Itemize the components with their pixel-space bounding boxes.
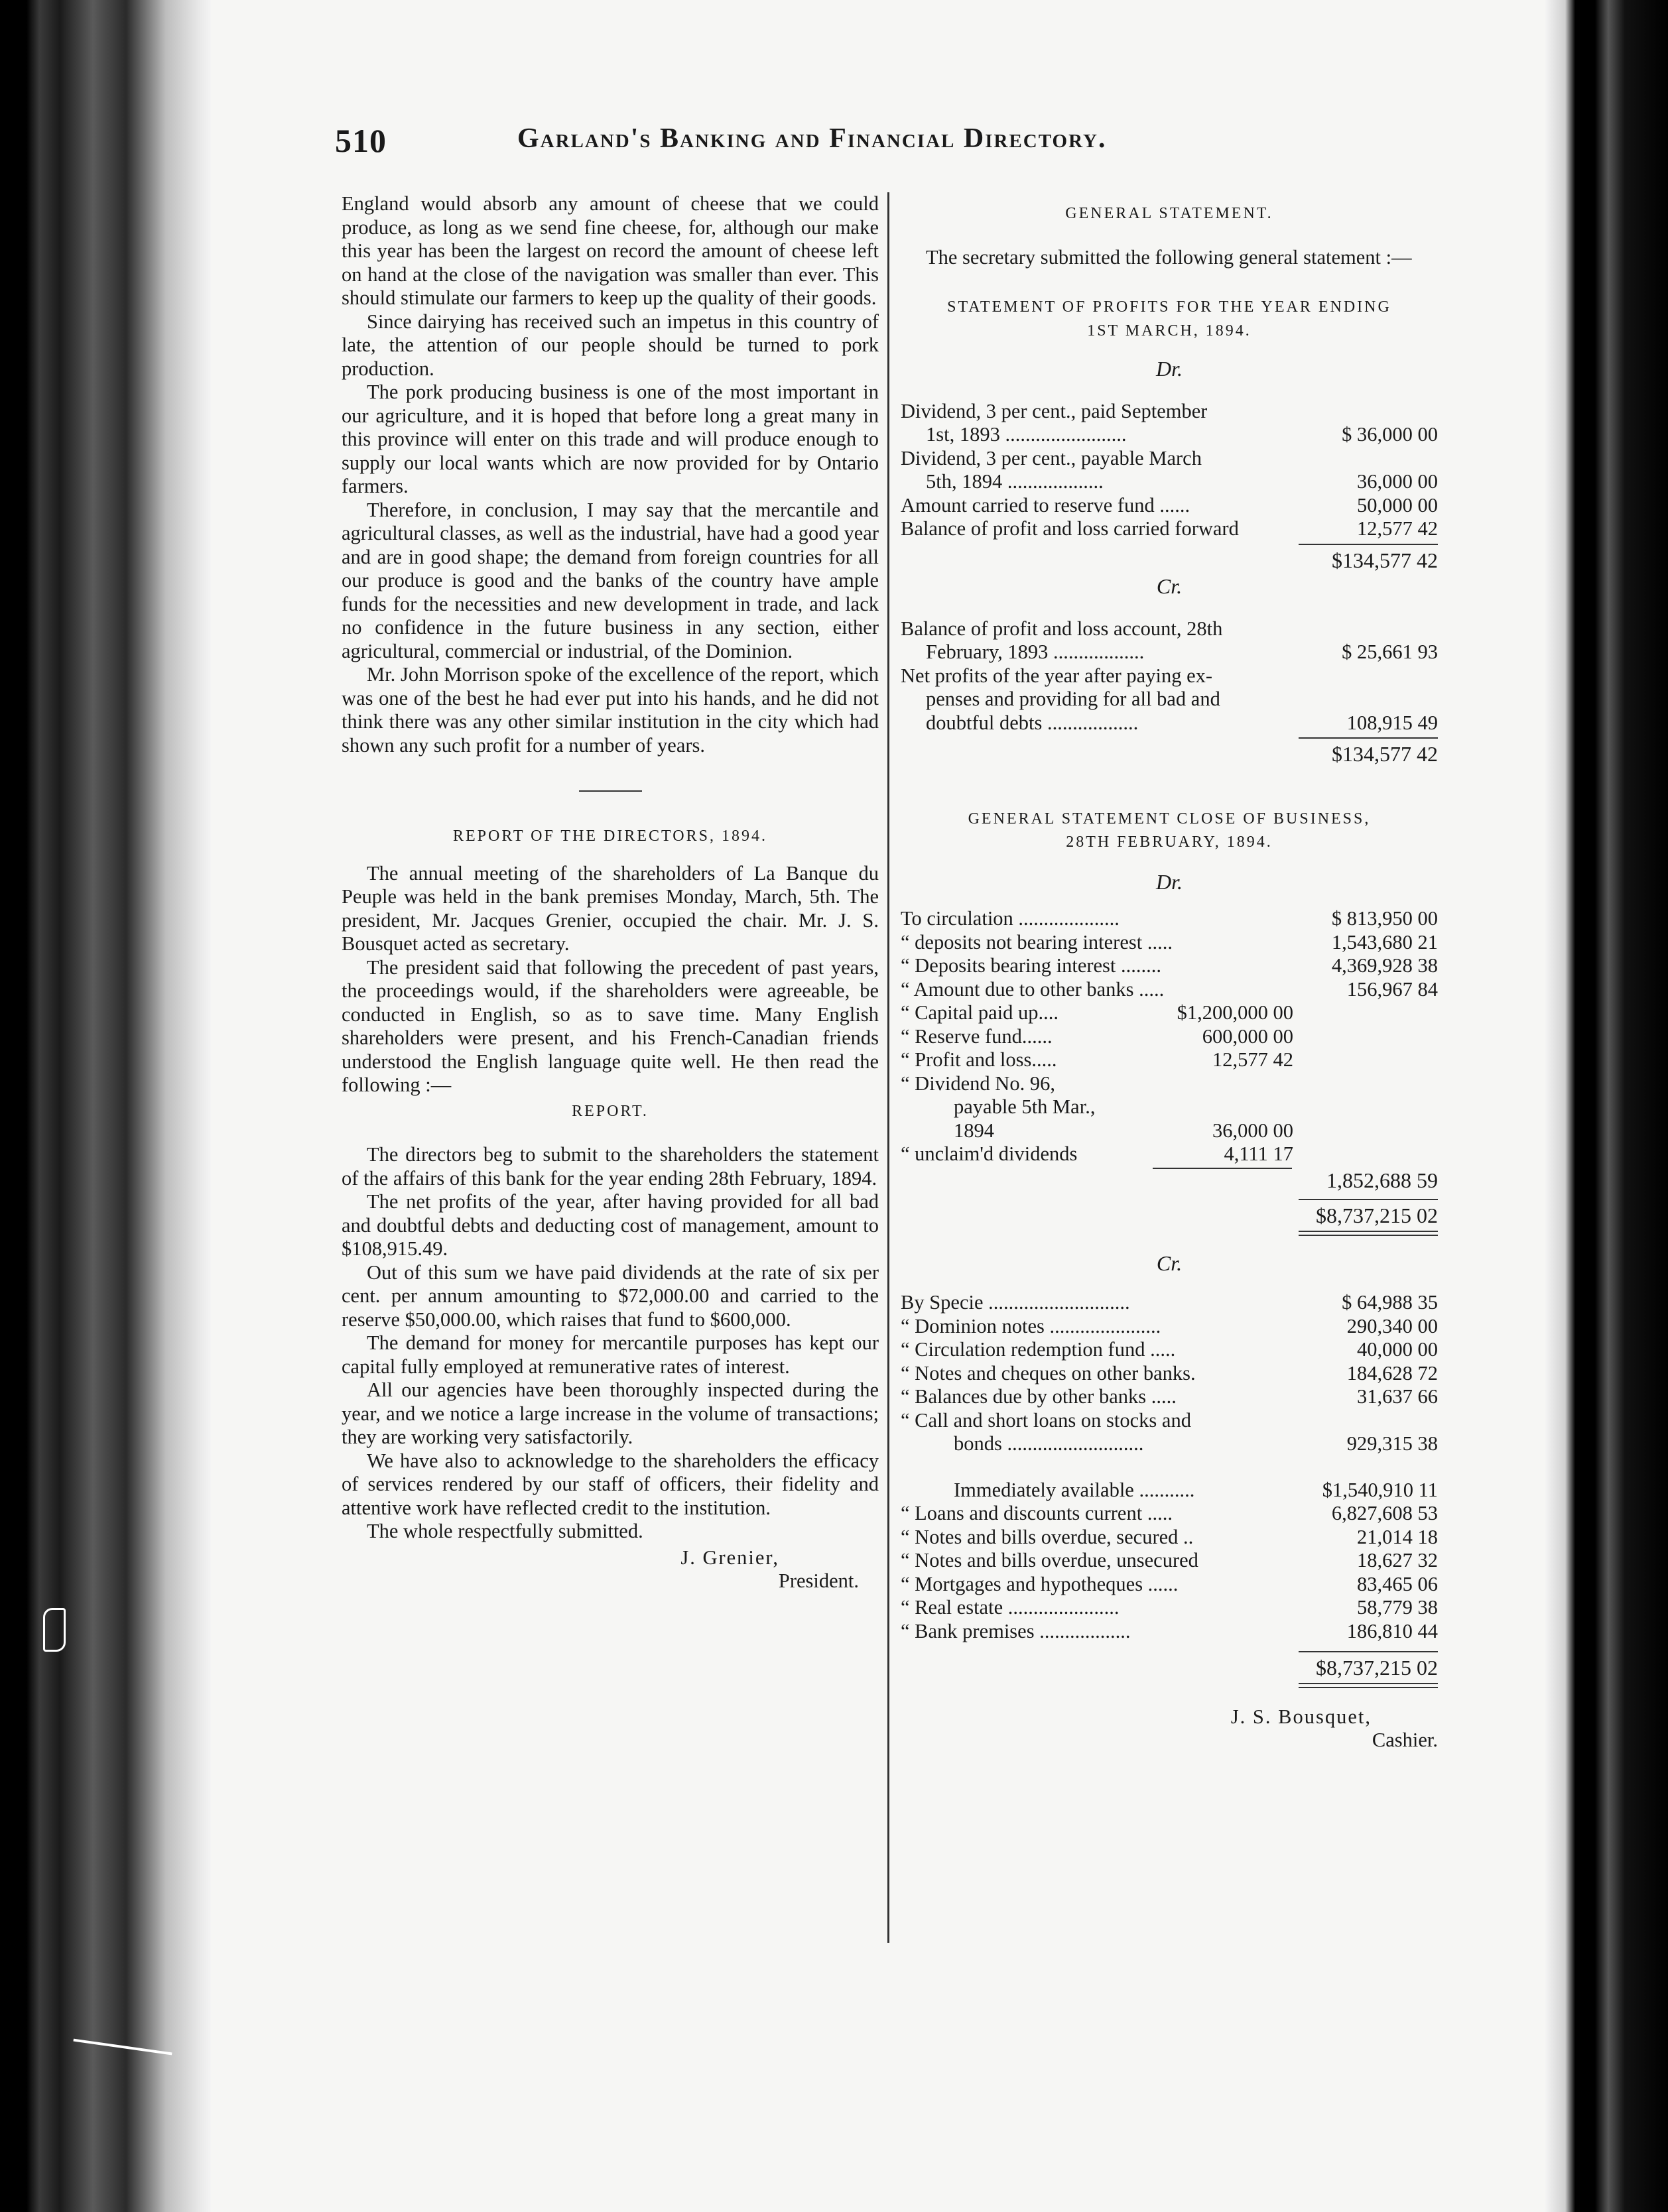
ledger-label: “ Call and short loans on stocks and bbox=[901, 1408, 1191, 1432]
profits-credit-table bbox=[901, 617, 1438, 735]
ledger-label: Amount carried to reserve fund ...... bbox=[901, 493, 1190, 517]
page-header bbox=[335, 121, 1250, 168]
ledger-amount: 6,827,608 53 bbox=[1331, 1502, 1438, 1524]
close-credit-table-2 bbox=[901, 1479, 1438, 1644]
ledger-row bbox=[901, 400, 1438, 424]
paragraph: The pork producing business is one of the most important in our agriculture, and it is hoped that before long a great many in this province will enter on this trade and will produce enough to supply our local wants which are now provided for by Ontario farmers. bbox=[342, 381, 879, 497]
ledger-label: Net profits of the year after paying ex- bbox=[901, 664, 1213, 687]
ledger-label: “ Real estate ...................... bbox=[901, 1596, 1120, 1619]
report-paragraphs bbox=[342, 1143, 879, 1544]
ledger-label: “ Deposits bearing interest ........ bbox=[901, 954, 1162, 977]
profits-debit-table bbox=[901, 400, 1438, 541]
ledger-label: “ Notes and bills overdue, secured .. bbox=[901, 1525, 1194, 1548]
dr-label-2: Dr. bbox=[1155, 869, 1183, 894]
ledger-amount: $1,540,910 11 bbox=[1322, 1478, 1438, 1501]
intro-paragraph: The secretary submitted the following general statement :— bbox=[926, 245, 1412, 269]
ledger-amount: 50,000 00 bbox=[1357, 493, 1438, 517]
ledger-row bbox=[901, 1048, 1438, 1072]
paragraph: The annual meeting of the shareholders of La Banque du Peuple was held in the bank premises Monday, March, 5th. The president, Mr. Jacques Grenier, occupied the chair. Mr. J. S. Bousquet acted as secretary. bbox=[342, 861, 879, 955]
paragraph: Since dairying has received such an impetus in this country of late, the attention of our people should be turned to pork production. bbox=[342, 310, 879, 380]
ledger-amount: 186,810 44 bbox=[1346, 1619, 1438, 1642]
ledger-amount: $ 813,950 00 bbox=[1331, 907, 1438, 930]
ledger-label: “ Amount due to other banks ..... bbox=[901, 977, 1165, 1001]
double-rule bbox=[1299, 1231, 1438, 1236]
left-paragraphs bbox=[342, 192, 879, 757]
profits-heading-1: STATEMENT OF PROFITS FOR THE YEAR ENDING bbox=[947, 298, 1391, 316]
close-heading-2: 28TH FEBRUARY, 1894. bbox=[1066, 833, 1273, 851]
ledger-row bbox=[901, 1432, 1438, 1456]
ledger-label: “ Reserve fund...... bbox=[901, 1024, 1053, 1048]
ledger-row bbox=[901, 1025, 1438, 1049]
ledger-row bbox=[901, 423, 1438, 447]
ledger-amount: 290,340 00 bbox=[1346, 1314, 1438, 1337]
close-dr-total: $8,737,215 02 bbox=[1316, 1203, 1438, 1227]
paragraph: England would absorb any amount of cheese that we could produce, as long as we send fine cheese, for, although our make this year has been the largest on record the amount of cheese left on hand at the close of the navigation was smaller than ever. This should stimulate our farmers to keep up the quality of their goods. bbox=[342, 192, 879, 309]
scan-right-edge bbox=[1545, 0, 1668, 2212]
ledger-amount: 58,779 38 bbox=[1357, 1596, 1438, 1619]
ledger-row bbox=[901, 1549, 1438, 1573]
ledger-row bbox=[901, 711, 1438, 735]
ledger-label: doubtful debts .................. bbox=[926, 711, 1139, 734]
sum-rule bbox=[1299, 737, 1438, 739]
ledger-amount: 156,967 84 bbox=[1346, 977, 1438, 1001]
ledger-row bbox=[901, 1119, 1438, 1143]
ledger-label: “ Dividend No. 96, bbox=[901, 1072, 1055, 1095]
spacer bbox=[901, 1456, 1438, 1479]
ledger-label: “ Mortgages and hypotheques ...... bbox=[901, 1572, 1179, 1595]
ledger-amount: $ 25,661 93 bbox=[1342, 641, 1438, 663]
ledger-row bbox=[901, 1095, 1438, 1119]
ledger-amount: $ 64,988 35 bbox=[1342, 1291, 1438, 1314]
ledger-row bbox=[901, 1502, 1438, 1526]
meeting-paragraphs bbox=[342, 862, 879, 1097]
ledger-row bbox=[901, 1573, 1438, 1597]
ledger-row bbox=[901, 1001, 1438, 1025]
signature-title: President. bbox=[778, 1569, 859, 1592]
ledger-label: “ unclaim'd dividends bbox=[901, 1142, 1078, 1165]
ledger-amount: 184,628 72 bbox=[1346, 1361, 1438, 1384]
ledger-row bbox=[901, 1385, 1438, 1409]
ledger-amount: 31,637 66 bbox=[1357, 1385, 1438, 1408]
cashier-signature bbox=[901, 1705, 1438, 1752]
ledger-row bbox=[901, 931, 1438, 955]
directors-heading: REPORT OF THE DIRECTORS, 1894. bbox=[453, 828, 767, 845]
ledger-row bbox=[901, 1362, 1438, 1386]
running-head: Garland's Banking and Financial Directory. bbox=[517, 123, 1107, 154]
profits-dr-total: $134,577 42 bbox=[1332, 548, 1438, 572]
ledger-label: bonds ........................... bbox=[954, 1432, 1144, 1455]
ledger-subamount: 4,111 17 bbox=[1224, 1142, 1293, 1165]
cr-label: Cr. bbox=[1156, 574, 1183, 598]
ledger-amount: 108,915 49 bbox=[1346, 711, 1438, 734]
double-rule bbox=[1299, 1683, 1438, 1688]
ledger-row bbox=[901, 1338, 1438, 1362]
ledger-label: 5th, 1894 ................... bbox=[926, 470, 1104, 493]
ledger-label: February, 1893 .................. bbox=[926, 641, 1145, 663]
ledger-label: Dividend, 3 per cent., payable March bbox=[901, 446, 1202, 469]
ledger-label: “ Balances due by other banks ..... bbox=[901, 1385, 1177, 1408]
paragraph: We have also to acknowledge to the shareholders the efficacy of services rendered by our staff of officers, their fidelity and attentive work have reflected credit to the institution. bbox=[342, 1449, 879, 1519]
ledger-amount: 1,543,680 21 bbox=[1331, 930, 1438, 953]
ledger-row bbox=[901, 664, 1438, 688]
ledger-label: penses and providing for all bad and bbox=[926, 688, 1220, 710]
ledger-label: By Specie ............................ bbox=[901, 1291, 1130, 1314]
ledger-amount: 12,577 42 bbox=[1357, 517, 1438, 540]
close-credit-table bbox=[901, 1291, 1438, 1456]
ledger-label: “ Profit and loss..... bbox=[901, 1048, 1057, 1071]
ledger-row bbox=[901, 1479, 1438, 1503]
ledger-label: Dividend, 3 per cent., paid September bbox=[901, 399, 1208, 422]
section-rule bbox=[579, 790, 642, 792]
sum-rule bbox=[1299, 1199, 1438, 1200]
close-cr-total: $8,737,215 02 bbox=[1316, 1656, 1438, 1680]
ledger-row bbox=[901, 1291, 1438, 1315]
ledger-label: “ Loans and discounts current ..... bbox=[901, 1502, 1173, 1524]
ledger-amount: 18,627 32 bbox=[1357, 1549, 1438, 1571]
paragraph: The directors beg to submit to the shareholders the statement of the affairs of this bank for the year ending 28th February, 1894. bbox=[342, 1143, 879, 1190]
ledger-amount: $ 36,000 00 bbox=[1342, 423, 1438, 446]
report-heading: REPORT. bbox=[572, 1102, 649, 1120]
ledger-row bbox=[901, 1409, 1438, 1433]
profits-cr-total: $134,577 42 bbox=[1332, 742, 1438, 766]
ledger-label: “ deposits not bearing interest ..... bbox=[901, 930, 1173, 953]
ledger-row bbox=[901, 1315, 1438, 1339]
ledger-label: Balance of profit and loss carried forward bbox=[901, 517, 1239, 540]
paragraph: Therefore, in conclusion, I may say that the mercantile and agricultural classes, as well as the industrial, have had a good year and are in good shape; the demand from foreign countries for all our produce is good and the banks of the country have ample funds for the necessities and new development in trade, and lack no confidence in the future business in any section, either agricultural, commercial or industrial, of the Dominion. bbox=[342, 498, 879, 662]
ledger-subamount: 600,000 00 bbox=[1202, 1024, 1293, 1048]
ledger-label: “ Bank premises .................. bbox=[901, 1619, 1131, 1642]
scan-left-edge bbox=[0, 0, 211, 2212]
ledger-label: “ Dominion notes ...................... bbox=[901, 1314, 1161, 1337]
paragraph: All our agencies have been thoroughly inspected during the year, and we notice a large increase in the volume of transactions; they are working very satisfactorily. bbox=[342, 1379, 879, 1448]
ledger-row bbox=[901, 688, 1438, 711]
cashier-title: Cashier. bbox=[1372, 1729, 1438, 1751]
general-heading: GENERAL STATEMENT. bbox=[1065, 205, 1273, 222]
ledger-row bbox=[901, 470, 1438, 494]
ledger-amount: 40,000 00 bbox=[1357, 1338, 1438, 1361]
president-signature bbox=[342, 1546, 879, 1593]
ledger-row bbox=[901, 641, 1438, 664]
close-debit-table bbox=[901, 907, 1438, 1166]
ledger-label: Balance of profit and loss account, 28th bbox=[901, 617, 1223, 640]
ledger-row bbox=[901, 1072, 1438, 1096]
ledger-amount: 4,369,928 38 bbox=[1331, 954, 1438, 977]
ledger-row bbox=[901, 1526, 1438, 1550]
ledger-amount: 36,000 00 bbox=[1357, 470, 1438, 493]
cr-label-2: Cr. bbox=[1156, 1251, 1183, 1275]
ledger-label: “ Circulation redemption fund ..... bbox=[901, 1338, 1176, 1361]
paragraph: The whole respectfully submitted. bbox=[367, 1520, 643, 1542]
ledger-row bbox=[901, 1596, 1438, 1620]
profits-heading-2: 1ST MARCH, 1894. bbox=[1087, 322, 1251, 339]
column-divider bbox=[887, 192, 889, 1943]
ledger-row bbox=[901, 1142, 1438, 1166]
margin-mark bbox=[43, 1608, 66, 1652]
ledger-row bbox=[901, 447, 1438, 471]
paragraph: The president said that following the precedent of past years, the proceedings would, if the shareholders were agreeable, be conducted in English, so as to save time. Many English shareholders were present, and his French-Canadian friends understood the English language quite well. He then read the following :— bbox=[342, 955, 879, 1096]
right-column bbox=[901, 196, 1438, 1752]
sum-rule bbox=[1299, 544, 1438, 545]
ledger-row bbox=[901, 494, 1438, 518]
ledger-row bbox=[901, 978, 1438, 1002]
paragraph: The net profits of the year, after having provided for all bad and doubtful debts and deducting cost of management, amount to $108,915.49. bbox=[342, 1190, 879, 1260]
sum-rule bbox=[1299, 1651, 1438, 1652]
paragraph: The demand for money for mercantile purposes has kept our capital fully employed at remunerative rates of interest. bbox=[342, 1331, 879, 1378]
close-heading-1: GENERAL STATEMENT CLOSE OF BUSINESS, bbox=[968, 810, 1371, 828]
ledger-label: 1st, 1893 ........................ bbox=[926, 423, 1127, 446]
ledger-label: “ Notes and bills overdue, unsecured bbox=[901, 1549, 1198, 1571]
ledger-subamount: $1,200,000 00 bbox=[1177, 1001, 1293, 1024]
close-dr-subtotal: 1,852,688 59 bbox=[1326, 1168, 1438, 1192]
ledger-amount: 21,014 18 bbox=[1357, 1525, 1438, 1548]
ledger-label: To circulation .................... bbox=[901, 907, 1120, 930]
ledger-amount: 929,315 38 bbox=[1346, 1432, 1438, 1455]
ledger-subamount: 36,000 00 bbox=[1212, 1119, 1293, 1142]
page-number: 510 bbox=[335, 122, 387, 159]
paragraph: Out of this sum we have paid dividends at the rate of six per cent. per annum amounting to $72,000.00 and carried to the reserve $50,000.00, which raises that fund to $600,000. bbox=[342, 1260, 879, 1331]
ledger-label: “ Notes and cheques on other banks. bbox=[901, 1361, 1196, 1384]
ledger-row bbox=[901, 617, 1438, 641]
ledger-label: 1894 bbox=[954, 1119, 994, 1142]
dr-label: Dr. bbox=[1155, 357, 1183, 381]
ledger-row bbox=[901, 954, 1438, 978]
ledger-label: payable 5th Mar., bbox=[954, 1095, 1096, 1118]
ledger-label: Immediately available ........... bbox=[954, 1478, 1195, 1501]
left-column bbox=[342, 192, 879, 1593]
signature-name: J. Grenier, bbox=[680, 1546, 779, 1569]
ledger-subamount: 12,577 42 bbox=[1212, 1048, 1293, 1071]
ledger-amount: 83,465 06 bbox=[1357, 1572, 1438, 1595]
ledger-row bbox=[901, 907, 1438, 931]
paragraph: Mr. John Morrison spoke of the excellence of the report, which was one of the best he had ever put into his hands, and he did not think there was any other similar institution in the city which had shown any such profit for a number of years. bbox=[342, 663, 879, 757]
ledger-label: “ Capital paid up.... bbox=[901, 1001, 1059, 1024]
ledger-row bbox=[901, 517, 1438, 541]
ledger-row bbox=[901, 1620, 1438, 1644]
cashier-name: J. S. Bousquet, bbox=[1230, 1705, 1372, 1728]
